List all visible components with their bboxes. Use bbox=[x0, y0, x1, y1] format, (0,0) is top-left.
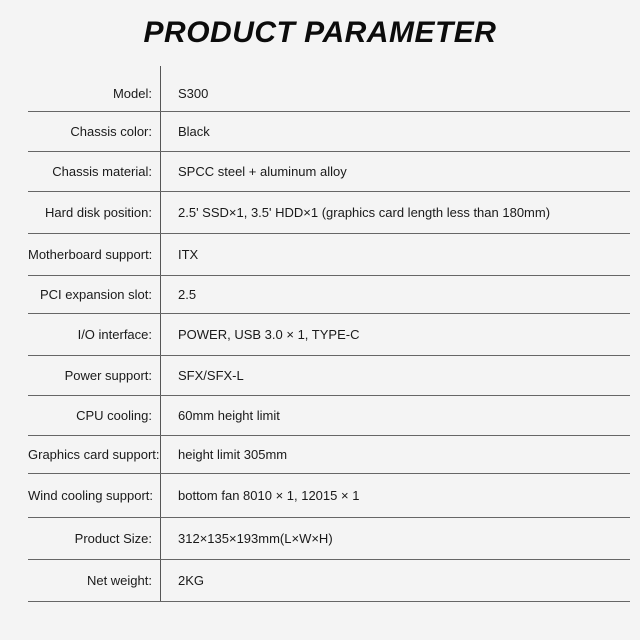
table-row bbox=[28, 234, 630, 276]
row-value: SPCC steel + aluminum alloy bbox=[178, 164, 347, 179]
table-row bbox=[28, 112, 630, 152]
row-value: bottom fan 8010 × 1, 12015 × 1 bbox=[178, 488, 360, 503]
table-row bbox=[28, 436, 630, 474]
row-value: S300 bbox=[178, 86, 209, 101]
row-value: 60mm height limit bbox=[178, 408, 280, 423]
row-value: SFX/SFX-L bbox=[178, 368, 244, 383]
table-row bbox=[28, 474, 630, 518]
table-row bbox=[28, 356, 630, 396]
row-label: Hard disk position: bbox=[45, 205, 152, 220]
row-label: Chassis color: bbox=[70, 124, 152, 139]
row-label: Net weight: bbox=[86, 573, 152, 588]
page-title: PRODUCT PARAMETER bbox=[143, 16, 497, 49]
row-value: 2KG bbox=[178, 573, 205, 588]
table-row bbox=[28, 152, 630, 192]
row-label: CPU cooling: bbox=[76, 408, 152, 423]
row-value: 2.5 bbox=[178, 287, 197, 302]
row-label: I/O interface: bbox=[77, 327, 152, 342]
row-label: Graphics card support: bbox=[28, 447, 160, 462]
row-value: Black bbox=[178, 124, 210, 139]
table-row bbox=[28, 396, 630, 436]
parameter-table bbox=[28, 76, 630, 602]
row-value: 2.5' SSD×1, 3.5' HDD×1 (graphics card length less than 180mm) bbox=[178, 205, 551, 220]
row-label: Model: bbox=[112, 86, 152, 101]
row-value: 312×135×193mm(L×W×H) bbox=[178, 531, 333, 546]
row-value: height limit 305mm bbox=[178, 447, 288, 462]
row-label: Motherboard support: bbox=[28, 247, 153, 262]
table-row bbox=[28, 518, 630, 560]
table-row bbox=[28, 192, 630, 234]
row-label: Wind cooling support: bbox=[28, 488, 154, 503]
row-value: ITX bbox=[178, 247, 199, 262]
row-label: Product Size: bbox=[74, 531, 152, 546]
row-label: Power support: bbox=[64, 368, 152, 383]
row-label: Chassis material: bbox=[52, 164, 152, 179]
row-label: PCI expansion slot: bbox=[39, 287, 152, 302]
table-row bbox=[28, 276, 630, 314]
table-row bbox=[28, 314, 630, 356]
table-row bbox=[28, 76, 630, 112]
table-row bbox=[28, 560, 630, 602]
row-value: POWER, USB 3.0 × 1, TYPE-C bbox=[178, 327, 360, 342]
